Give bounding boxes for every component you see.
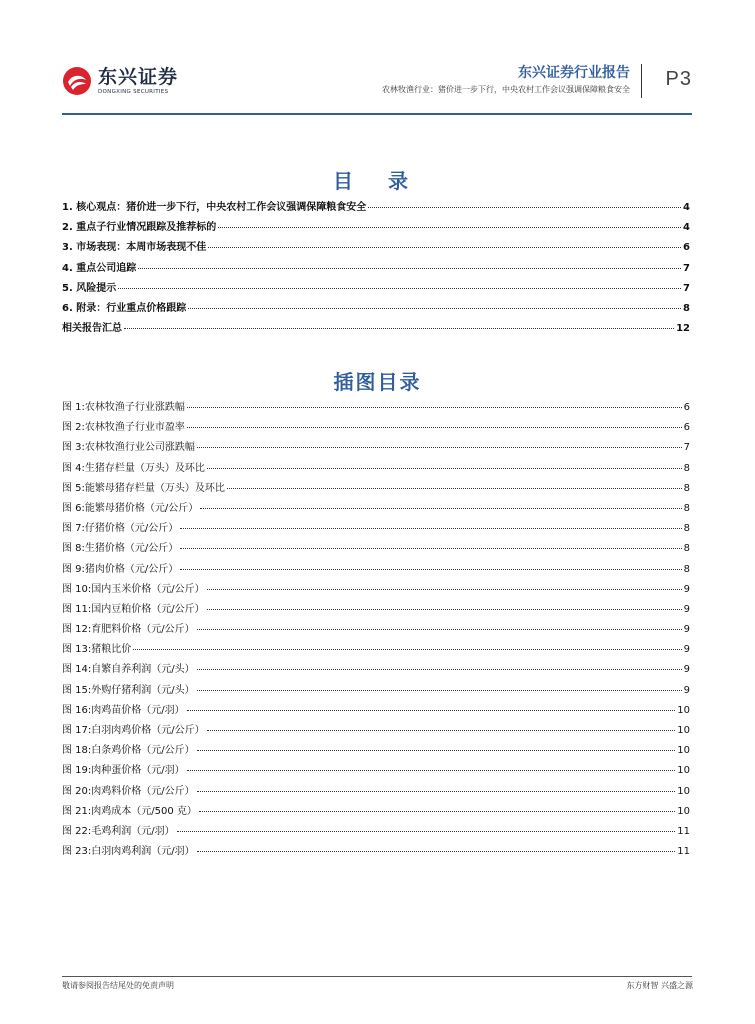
figure-entry[interactable]	[62, 580, 690, 600]
figure-entry-page: 8	[683, 502, 690, 514]
toc-title: 目 录	[333, 169, 422, 193]
company-logo	[62, 66, 178, 96]
figure-entry-page: 8	[683, 462, 690, 474]
figure-entry[interactable]	[62, 660, 690, 680]
toc-entry-page: 8	[683, 302, 690, 314]
figure-entry[interactable]	[62, 640, 690, 660]
dot-leader	[188, 308, 681, 309]
dot-leader	[177, 831, 676, 832]
dot-leader	[138, 268, 681, 269]
toc-list	[62, 198, 690, 339]
figure-entry[interactable]	[62, 560, 690, 580]
dot-leader	[180, 569, 681, 570]
figure-entry[interactable]	[62, 741, 690, 761]
figure-entry-label: 图 7:仔猪价格（元/公斤）	[62, 523, 179, 535]
dot-leader	[118, 288, 681, 289]
figure-entry-page: 9	[683, 684, 690, 696]
figure-entry[interactable]	[62, 499, 690, 519]
figure-entry-label: 图 2:农林牧渔子行业市盈率	[62, 422, 185, 434]
figure-entry-page: 11	[677, 825, 690, 837]
toc-entry[interactable]	[62, 259, 690, 279]
toc-entry-page: 7	[683, 282, 690, 294]
figure-entry-label: 图 6:能繁母猪价格（元/公斤）	[62, 502, 199, 514]
figure-entry-page: 6	[683, 422, 690, 434]
figure-entry-label: 图 17:白羽肉鸡价格（元/公斤）	[62, 725, 205, 736]
toc-entry-page: 12	[676, 323, 690, 335]
figure-entry-page: 6	[683, 402, 690, 413]
report-title: 东兴证券行业报告	[518, 65, 630, 81]
dot-leader	[180, 548, 681, 549]
figure-entry[interactable]	[62, 459, 690, 479]
figure-entry-page: 11	[677, 846, 690, 858]
figure-entry[interactable]	[62, 398, 690, 418]
figure-entry-label: 图 8:生猪价格（元/公斤）	[62, 543, 179, 555]
dot-leader	[197, 669, 682, 670]
figure-entry[interactable]	[62, 438, 690, 458]
toc-entry-label: 6. 附录：行业重点价格跟踪	[62, 302, 187, 314]
figure-entry-label: 图 20:肉鸡料价格（元/公斤）	[62, 785, 195, 797]
figure-entry-page: 10	[677, 725, 690, 736]
figure-entry-label: 图 10:国内玉米价格（元/公斤）	[62, 583, 205, 595]
toc-entry-label: 4. 重点公司追踪	[62, 262, 137, 274]
figure-entry-label: 图 18:白条鸡价格（元/公斤）	[62, 745, 195, 757]
dot-leader	[124, 328, 674, 329]
footer-disclaimer: 敬请参阅报告结尾处的免责声明	[62, 981, 174, 990]
figure-entry-page: 10	[677, 805, 690, 817]
dot-leader	[207, 609, 682, 610]
dot-leader	[207, 730, 676, 731]
dot-leader	[207, 589, 682, 590]
toc-entry[interactable]	[62, 319, 690, 339]
toc-entry-page: 4	[683, 222, 690, 234]
toc-entry[interactable]	[62, 238, 690, 258]
figure-entry-page: 8	[683, 523, 690, 535]
footer-slogan: 东方财智 兴盛之源	[626, 981, 693, 990]
figure-entry[interactable]	[62, 802, 690, 822]
toc-entry-label: 1. 核心观点：猪价进一步下行，中央农村工作会议强调保障粮食安全	[62, 202, 367, 213]
figure-entry[interactable]	[62, 418, 690, 438]
dot-leader	[197, 791, 676, 792]
toc-entry[interactable]	[62, 299, 690, 319]
figure-entry[interactable]	[62, 761, 690, 781]
figure-entry[interactable]	[62, 681, 690, 701]
page-header	[62, 62, 692, 114]
figure-entry-label: 图 16:肉鸡苗价格（元/羽）	[62, 704, 185, 716]
logo-english-name: DONGXING SECURITIES	[98, 89, 169, 95]
toc-entry-page: 4	[683, 202, 690, 213]
figure-entry[interactable]	[62, 479, 690, 499]
dot-leader	[133, 649, 681, 650]
dot-leader	[180, 528, 681, 529]
dot-leader	[200, 508, 681, 509]
report-subtitle: 农林牧渔行业：猪价进一步下行，中央农村工作会议强调保障粮食安全	[382, 85, 630, 94]
figure-entry[interactable]	[62, 539, 690, 559]
figure-entry-page: 9	[683, 624, 690, 636]
dot-leader	[218, 227, 681, 228]
figure-entry[interactable]	[62, 782, 690, 802]
figure-entry[interactable]	[62, 600, 690, 620]
dot-leader	[368, 207, 681, 208]
figure-entry-page: 8	[683, 563, 690, 575]
toc-entry-page: 7	[683, 262, 690, 274]
figure-entry[interactable]	[62, 721, 690, 741]
figure-entry-label: 图 11:国内豆粕价格（元/公斤）	[62, 603, 205, 615]
figure-entry[interactable]	[62, 620, 690, 640]
figure-entry[interactable]	[62, 701, 690, 721]
figure-entry-label: 图 19:肉种蛋价格（元/羽）	[62, 765, 185, 777]
figure-entry-page: 8	[683, 543, 690, 555]
header-rule	[62, 113, 692, 115]
figure-entry-label: 图 23:白羽肉鸡利润（元/羽）	[62, 846, 195, 858]
figure-entry-label: 图 12:育肥料价格（元/公斤）	[62, 624, 195, 636]
dot-leader	[197, 629, 682, 630]
figure-entry-page: 9	[683, 583, 690, 595]
toc-entry-label: 3. 市场表现：本周市场表现不佳	[62, 242, 207, 254]
figure-entry-page: 10	[677, 785, 690, 797]
figure-entry-label: 图 15:外购仔猪利润（元/头）	[62, 684, 195, 696]
dongxing-logo-icon	[62, 66, 92, 96]
toc-entry-page: 6	[683, 242, 690, 254]
figure-entry-page: 9	[683, 644, 690, 656]
figure-entry[interactable]	[62, 822, 690, 842]
figure-entry-label: 图 21:肉鸡成本（元/500 克）	[62, 805, 197, 817]
dot-leader	[227, 488, 682, 489]
dot-leader	[197, 851, 676, 852]
figure-entry-page: 10	[677, 704, 690, 716]
dot-leader	[187, 770, 676, 771]
figure-entry-label: 图 9:猪肉价格（元/公斤）	[62, 563, 179, 575]
figure-entry-label: 图 4:生猪存栏量（万头）及环比	[62, 462, 205, 474]
figure-entry-label: 图 3:农林牧渔行业公司涨跌幅	[62, 442, 195, 454]
figure-entry-page: 7	[683, 442, 690, 454]
figure-entry-label: 图 22:毛鸡利润（元/羽）	[62, 825, 175, 837]
toc-entry[interactable]	[62, 279, 690, 299]
figure-list-title: 插图目录	[333, 370, 422, 394]
dot-leader	[187, 710, 676, 711]
dot-leader	[187, 427, 682, 428]
toc-entry-label: 2. 重点子行业情况跟踪及推荐标的	[62, 222, 217, 234]
figure-entry[interactable]	[62, 842, 690, 862]
dot-leader	[197, 447, 682, 448]
figure-entry-page: 10	[677, 765, 690, 777]
header-divider	[641, 64, 642, 98]
figure-list	[62, 398, 690, 862]
footer-rule	[62, 976, 692, 977]
toc-entry[interactable]	[62, 218, 690, 238]
figure-entry-page: 9	[683, 664, 690, 676]
figure-entry-label: 图 14:自繁自养利润（元/头）	[62, 664, 195, 676]
dot-leader	[197, 690, 682, 691]
figure-entry-page: 9	[683, 603, 690, 615]
page-number: P3	[665, 68, 692, 90]
toc-entry-label: 相关报告汇总	[62, 323, 122, 335]
dot-leader	[187, 407, 682, 408]
dot-leader	[207, 468, 682, 469]
figure-entry-label: 图 13:猪粮比价	[62, 644, 132, 656]
figure-entry-label: 图 1:农林牧渔子行业涨跌幅	[62, 402, 185, 413]
figure-entry-page: 8	[683, 482, 690, 494]
toc-entry[interactable]	[62, 198, 690, 218]
figure-entry-label: 图 5:能繁母猪存栏量（万头）及环比	[62, 482, 225, 494]
figure-entry-page: 10	[677, 745, 690, 757]
dot-leader	[199, 811, 675, 812]
logo-chinese-name: 东兴证券	[98, 66, 179, 88]
figure-entry[interactable]	[62, 519, 690, 539]
dot-leader	[208, 247, 681, 248]
dot-leader	[197, 750, 676, 751]
toc-entry-label: 5. 风险提示	[62, 282, 117, 294]
